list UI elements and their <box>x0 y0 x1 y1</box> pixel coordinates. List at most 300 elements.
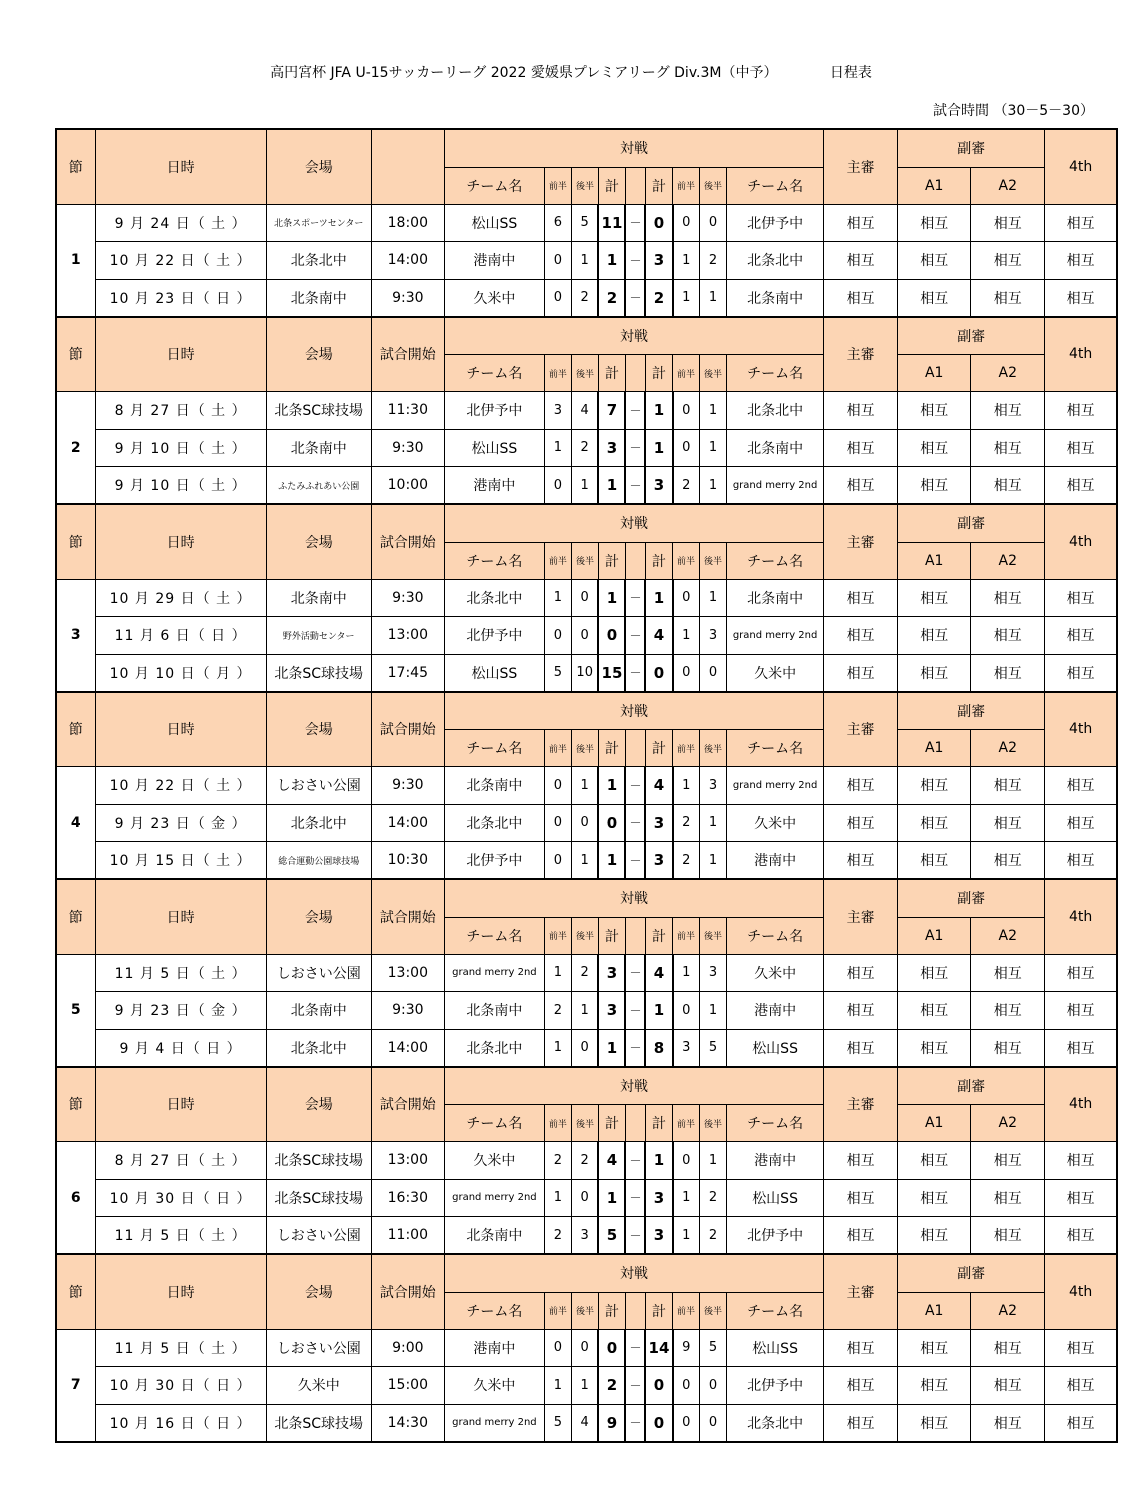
home-team: 港南中 <box>444 1329 544 1367</box>
kickoff-time: 9:30 <box>371 767 444 805</box>
home-team: 久米中 <box>444 1142 544 1180</box>
away-team: 北条南中 <box>727 429 824 467</box>
header-venue: 会場 <box>266 504 371 579</box>
weekday: 土 <box>211 1228 227 1244</box>
assistant-a2: 相互 <box>971 954 1045 992</box>
home-first-half: 0 <box>544 804 571 842</box>
away-team: 松山SS <box>727 1179 824 1217</box>
home-first-half: 1 <box>544 1029 571 1067</box>
away-team: 松山SS <box>727 1329 824 1367</box>
home-total: 7 <box>598 392 625 430</box>
match-row <box>56 1404 1117 1442</box>
home-first-half: 5 <box>544 1404 571 1442</box>
fourth-official: 相互 <box>1045 392 1117 430</box>
away-second-half: 1 <box>700 1142 727 1180</box>
day: 4 <box>155 1040 166 1057</box>
home-team: 北条北中 <box>444 804 544 842</box>
month: 10 <box>109 590 130 607</box>
referee: 相互 <box>824 767 898 805</box>
match-row <box>56 842 1117 880</box>
home-team: 北条北中 <box>444 1029 544 1067</box>
away-first-half: 0 <box>673 654 700 692</box>
month: 10 <box>109 1378 130 1395</box>
home-first-half: 0 <box>544 1329 571 1367</box>
fourth-official: 相互 <box>1045 429 1117 467</box>
day: 23 <box>155 290 176 307</box>
home-first-half: 1 <box>544 1179 571 1217</box>
weekday: 月 <box>216 665 232 682</box>
header-row <box>56 317 1117 355</box>
away-second-half: 1 <box>700 842 727 880</box>
home-second-half: 4 <box>571 1404 598 1442</box>
home-total: 2 <box>598 1367 625 1405</box>
home-total: 0 <box>598 804 625 842</box>
assistant-a2: 相互 <box>971 429 1045 467</box>
header-round: 節 <box>56 504 95 579</box>
header-row <box>56 504 1117 542</box>
away-second-half: 0 <box>700 1367 727 1405</box>
match-date: 9 月 23 日（ 金 ） <box>95 992 266 1030</box>
kickoff-time: 9:30 <box>371 579 444 617</box>
match-date: 9 月 10 日（ 土 ） <box>95 429 266 467</box>
home-team: 港南中 <box>444 242 544 280</box>
away-total: 1 <box>645 1142 672 1180</box>
weekday: 土 <box>211 478 227 494</box>
score-dash: － <box>625 654 645 692</box>
match-date: 10 月 23 日（ 日 ） <box>95 279 266 317</box>
away-second-half: 1 <box>700 429 727 467</box>
away-second-half: 1 <box>700 392 727 430</box>
header-first-half: 前半 <box>544 1292 571 1329</box>
header-dash <box>625 167 645 204</box>
away-first-half: 2 <box>673 842 700 880</box>
header-second-half: 後半 <box>571 1292 598 1329</box>
header-home-total: 計 <box>598 1105 625 1142</box>
header-match: 対戦 <box>444 692 823 730</box>
month: 10 <box>109 253 130 270</box>
home-total: 1 <box>598 579 625 617</box>
kickoff-time: 14:30 <box>371 1404 444 1442</box>
kickoff-time: 10:30 <box>371 842 444 880</box>
venue: 北条SC球技場 <box>266 654 371 692</box>
home-second-half: 2 <box>571 954 598 992</box>
header-away-team: チーム名 <box>727 1292 824 1329</box>
match-date: 10 月 22 日（ 土 ） <box>95 242 266 280</box>
header-referee: 主審 <box>824 692 898 767</box>
home-second-half: 2 <box>571 1142 598 1180</box>
header-assistant: 副審 <box>898 692 1045 730</box>
kickoff-time: 16:30 <box>371 1179 444 1217</box>
assistant-a2: 相互 <box>971 579 1045 617</box>
home-total: 5 <box>598 1217 625 1255</box>
header-datetime: 日時 <box>95 1254 266 1329</box>
header-kickoff <box>371 129 444 204</box>
referee: 相互 <box>824 654 898 692</box>
score-dash: － <box>625 1142 645 1180</box>
header-venue: 会場 <box>266 879 371 954</box>
away-first-half: 0 <box>673 1142 700 1180</box>
day: 27 <box>150 403 171 420</box>
header-first-half: 前半 <box>544 167 571 204</box>
header-kickoff: 試合開始 <box>371 1067 444 1142</box>
referee: 相互 <box>824 954 898 992</box>
assistant-a1: 相互 <box>898 579 971 617</box>
away-total: 3 <box>645 804 672 842</box>
match-row <box>56 392 1117 430</box>
assistant-a1: 相互 <box>898 1142 971 1180</box>
title-text: 高円宮杯 JFA U-15サッカーリーグ 2022 愛媛県プレミアリーグ Div.3M（中予） <box>270 65 778 81</box>
home-first-half: 0 <box>544 617 571 655</box>
month: 10 <box>109 1415 130 1432</box>
header-second-half: 後半 <box>700 542 727 579</box>
match-row <box>56 279 1117 317</box>
away-first-half: 0 <box>673 992 700 1030</box>
assistant-a1: 相互 <box>898 1329 971 1367</box>
header-referee: 主審 <box>824 1067 898 1142</box>
venue: 北条北中 <box>266 242 371 280</box>
header-datetime: 日時 <box>95 1067 266 1142</box>
match-date: 11 月 6 日（ 日 ） <box>95 617 266 655</box>
header-referee: 主審 <box>824 129 898 204</box>
header-fourth: 4th <box>1045 879 1117 954</box>
home-first-half: 1 <box>544 954 571 992</box>
home-team: 北伊予中 <box>444 842 544 880</box>
away-team: 北伊予中 <box>727 1367 824 1405</box>
assistant-a2: 相互 <box>971 1029 1045 1067</box>
match-date: 10 月 16 日（ 日 ） <box>95 1404 266 1442</box>
day: 5 <box>160 965 171 982</box>
kickoff-time: 10:00 <box>371 467 444 505</box>
month: 10 <box>109 1190 130 1207</box>
home-first-half: 2 <box>544 992 571 1030</box>
referee: 相互 <box>824 429 898 467</box>
home-first-half: 6 <box>544 204 571 242</box>
header-dash <box>625 917 645 954</box>
header-datetime: 日時 <box>95 129 266 204</box>
kickoff-time: 13:00 <box>371 617 444 655</box>
home-team: 北条南中 <box>444 1217 544 1255</box>
assistant-a2: 相互 <box>971 804 1045 842</box>
kickoff-time: 9:00 <box>371 1329 444 1367</box>
away-total: 1 <box>645 429 672 467</box>
away-total: 1 <box>645 579 672 617</box>
header-first-half: 前半 <box>673 542 700 579</box>
venue: 北条北中 <box>266 1029 371 1067</box>
header-round: 節 <box>56 129 95 204</box>
header-a1: A1 <box>898 917 971 954</box>
assistant-a2: 相互 <box>971 1367 1045 1405</box>
home-second-half: 2 <box>571 279 598 317</box>
home-first-half: 1 <box>544 579 571 617</box>
away-first-half: 1 <box>673 279 700 317</box>
away-team: 北伊予中 <box>727 1217 824 1255</box>
assistant-a1: 相互 <box>898 617 971 655</box>
weekday: 土 <box>211 215 227 232</box>
assistant-a2: 相互 <box>971 1217 1045 1255</box>
fourth-official: 相互 <box>1045 954 1117 992</box>
home-first-half: 0 <box>544 279 571 317</box>
score-dash: － <box>625 579 645 617</box>
referee: 相互 <box>824 579 898 617</box>
score-dash: － <box>625 279 645 317</box>
away-team: 港南中 <box>727 1142 824 1180</box>
home-team: 松山SS <box>444 654 544 692</box>
month: 9 <box>114 478 125 494</box>
match-row <box>56 1329 1117 1367</box>
document-title <box>0 62 1142 82</box>
match-row <box>56 579 1117 617</box>
referee: 相互 <box>824 1404 898 1442</box>
home-team: 北条南中 <box>444 992 544 1030</box>
header-away-total: 計 <box>645 167 672 204</box>
assistant-a2: 相互 <box>971 242 1045 280</box>
away-first-half: 1 <box>673 617 700 655</box>
home-team: 北条北中 <box>444 579 544 617</box>
header-home-team: チーム名 <box>444 917 544 954</box>
header-round: 節 <box>56 1254 95 1329</box>
match-row <box>56 1217 1117 1255</box>
score-dash: － <box>625 204 645 242</box>
header-second-half: 後半 <box>700 167 727 204</box>
assistant-a2: 相互 <box>971 842 1045 880</box>
weekday: 金 <box>211 815 227 832</box>
month: 11 <box>114 1340 135 1357</box>
match-date: 10 月 30 日（ 日 ） <box>95 1179 266 1217</box>
score-dash: － <box>625 1367 645 1405</box>
score-dash: － <box>625 1029 645 1067</box>
header-dash <box>625 1292 645 1329</box>
header-first-half: 前半 <box>673 917 700 954</box>
away-second-half: 3 <box>700 767 727 805</box>
match-row <box>56 1179 1117 1217</box>
header-home-team: チーム名 <box>444 1292 544 1329</box>
header-match: 対戦 <box>444 879 823 917</box>
weekday: 日 <box>206 1040 222 1057</box>
away-second-half: 5 <box>700 1029 727 1067</box>
kickoff-time: 13:00 <box>371 954 444 992</box>
header-kickoff: 試合開始 <box>371 317 444 392</box>
header-second-half: 後半 <box>700 1105 727 1142</box>
away-second-half: 1 <box>700 467 727 505</box>
month: 10 <box>109 290 130 307</box>
referee: 相互 <box>824 1142 898 1180</box>
away-second-half: 0 <box>700 1404 727 1442</box>
header-match: 対戦 <box>444 1254 823 1292</box>
month: 9 <box>119 1040 130 1057</box>
round-block <box>56 504 1117 692</box>
venue: ふたみふれあい公園 <box>266 467 371 505</box>
kickoff-time: 11:00 <box>371 1217 444 1255</box>
assistant-a1: 相互 <box>898 992 971 1030</box>
home-total: 11 <box>598 204 625 242</box>
header-first-half: 前半 <box>673 1292 700 1329</box>
month: 11 <box>114 965 135 982</box>
month: 9 <box>114 215 125 232</box>
match-row <box>56 617 1117 655</box>
header-away-team: チーム名 <box>727 1105 824 1142</box>
assistant-a1: 相互 <box>898 1404 971 1442</box>
header-row <box>56 1067 1117 1105</box>
away-total: 4 <box>645 954 672 992</box>
header-home-total: 計 <box>598 1292 625 1329</box>
round-block <box>56 129 1117 317</box>
header-away-total: 計 <box>645 917 672 954</box>
kickoff-time: 14:00 <box>371 1029 444 1067</box>
header-match: 対戦 <box>444 129 823 167</box>
home-team: 北伊予中 <box>444 392 544 430</box>
fourth-official: 相互 <box>1045 1367 1117 1405</box>
header-row <box>56 1254 1117 1292</box>
kickoff-time: 17:45 <box>371 654 444 692</box>
round-block <box>56 1067 1117 1255</box>
away-total: 2 <box>645 279 672 317</box>
month: 9 <box>114 815 125 832</box>
away-total: 14 <box>645 1329 672 1367</box>
header-a2: A2 <box>971 542 1045 579</box>
day: 22 <box>155 778 176 795</box>
away-second-half: 3 <box>700 954 727 992</box>
header-second-half: 後半 <box>571 730 598 767</box>
header-dash <box>625 730 645 767</box>
home-second-half: 4 <box>571 392 598 430</box>
home-total: 3 <box>598 992 625 1030</box>
header-home-team: チーム名 <box>444 167 544 204</box>
home-first-half: 1 <box>544 429 571 467</box>
header-round: 節 <box>56 1067 95 1142</box>
header-home-team: チーム名 <box>444 355 544 392</box>
match-date: 10 月 29 日（ 土 ） <box>95 579 266 617</box>
away-total: 3 <box>645 1179 672 1217</box>
venue: しおさい公園 <box>266 1217 371 1255</box>
away-team: grand merry 2nd <box>727 467 824 505</box>
header-away-total: 計 <box>645 542 672 579</box>
kickoff-time: 13:00 <box>371 1142 444 1180</box>
away-first-half: 0 <box>673 204 700 242</box>
away-team: 北条北中 <box>727 242 824 280</box>
day: 30 <box>155 1190 176 1207</box>
header-venue: 会場 <box>266 1067 371 1142</box>
fourth-official: 相互 <box>1045 1142 1117 1180</box>
header-a1: A1 <box>898 730 971 767</box>
match-date: 8 月 27 日（ 土 ） <box>95 1142 266 1180</box>
month: 11 <box>114 1228 135 1244</box>
away-total: 1 <box>645 392 672 430</box>
home-first-half: 0 <box>544 467 571 505</box>
header-home-total: 計 <box>598 730 625 767</box>
round-block <box>56 1254 1117 1442</box>
away-second-half: 3 <box>700 617 727 655</box>
header-away-total: 計 <box>645 1292 672 1329</box>
header-first-half: 前半 <box>544 730 571 767</box>
assistant-a1: 相互 <box>898 842 971 880</box>
home-team: grand merry 2nd <box>444 1404 544 1442</box>
header-fourth: 4th <box>1045 317 1117 392</box>
day: 10 <box>150 440 171 457</box>
home-total: 3 <box>598 429 625 467</box>
referee: 相互 <box>824 1029 898 1067</box>
home-team: grand merry 2nd <box>444 954 544 992</box>
score-dash: － <box>625 392 645 430</box>
assistant-a2: 相互 <box>971 617 1045 655</box>
assistant-a2: 相互 <box>971 767 1045 805</box>
header-first-half: 前半 <box>544 917 571 954</box>
day: 5 <box>160 1228 171 1244</box>
away-second-half: 5 <box>700 1329 727 1367</box>
home-second-half: 1 <box>571 767 598 805</box>
home-second-half: 1 <box>571 842 598 880</box>
assistant-a1: 相互 <box>898 804 971 842</box>
venue: 北条スポーツセンター <box>266 204 371 242</box>
header-home-team: チーム名 <box>444 542 544 579</box>
header-row <box>56 879 1117 917</box>
day: 10 <box>155 665 176 682</box>
day: 23 <box>150 1003 171 1020</box>
score-dash: － <box>625 242 645 280</box>
weekday: 日 <box>216 290 232 307</box>
referee: 相互 <box>824 1217 898 1255</box>
venue: しおさい公園 <box>266 954 371 992</box>
month: 10 <box>109 853 130 869</box>
home-second-half: 1 <box>571 467 598 505</box>
assistant-a2: 相互 <box>971 1404 1045 1442</box>
day: 16 <box>155 1415 176 1432</box>
venue: 北条SC球技場 <box>266 1179 371 1217</box>
header-assistant: 副審 <box>898 1067 1045 1105</box>
venue: 北条SC球技場 <box>266 1404 371 1442</box>
header-second-half: 後半 <box>700 917 727 954</box>
header-second-half: 後半 <box>571 167 598 204</box>
assistant-a2: 相互 <box>971 467 1045 505</box>
fourth-official: 相互 <box>1045 1329 1117 1367</box>
round-block <box>56 879 1117 1067</box>
header-a2: A2 <box>971 1292 1045 1329</box>
kickoff-time: 14:00 <box>371 804 444 842</box>
header-away-team: チーム名 <box>727 355 824 392</box>
match-date: 10 月 22 日（ 土 ） <box>95 767 266 805</box>
match-date: 8 月 27 日（ 土 ） <box>95 392 266 430</box>
weekday: 土 <box>211 965 227 982</box>
weekday: 金 <box>211 1003 227 1020</box>
home-second-half: 5 <box>571 204 598 242</box>
match-row <box>56 1029 1117 1067</box>
fourth-official: 相互 <box>1045 617 1117 655</box>
away-first-half: 2 <box>673 804 700 842</box>
home-first-half: 0 <box>544 767 571 805</box>
match-date: 9 月 23 日（ 金 ） <box>95 804 266 842</box>
away-total: 3 <box>645 842 672 880</box>
home-first-half: 2 <box>544 1142 571 1180</box>
match-date: 10 月 15 日（ 土 ） <box>95 842 266 880</box>
match-row <box>56 1142 1117 1180</box>
away-total: 0 <box>645 1367 672 1405</box>
header-home-total: 計 <box>598 167 625 204</box>
assistant-a2: 相互 <box>971 392 1045 430</box>
home-team: 港南中 <box>444 467 544 505</box>
header-second-half: 後半 <box>571 355 598 392</box>
away-team: grand merry 2nd <box>727 767 824 805</box>
weekday: 日 <box>211 628 227 645</box>
home-first-half: 3 <box>544 392 571 430</box>
referee: 相互 <box>824 804 898 842</box>
away-first-half: 0 <box>673 429 700 467</box>
away-total: 4 <box>645 617 672 655</box>
away-total: 8 <box>645 1029 672 1067</box>
home-first-half: 5 <box>544 654 571 692</box>
score-dash: － <box>625 1404 645 1442</box>
away-team: 久米中 <box>727 954 824 992</box>
round-number: 3 <box>56 579 95 692</box>
assistant-a2: 相互 <box>971 1179 1045 1217</box>
